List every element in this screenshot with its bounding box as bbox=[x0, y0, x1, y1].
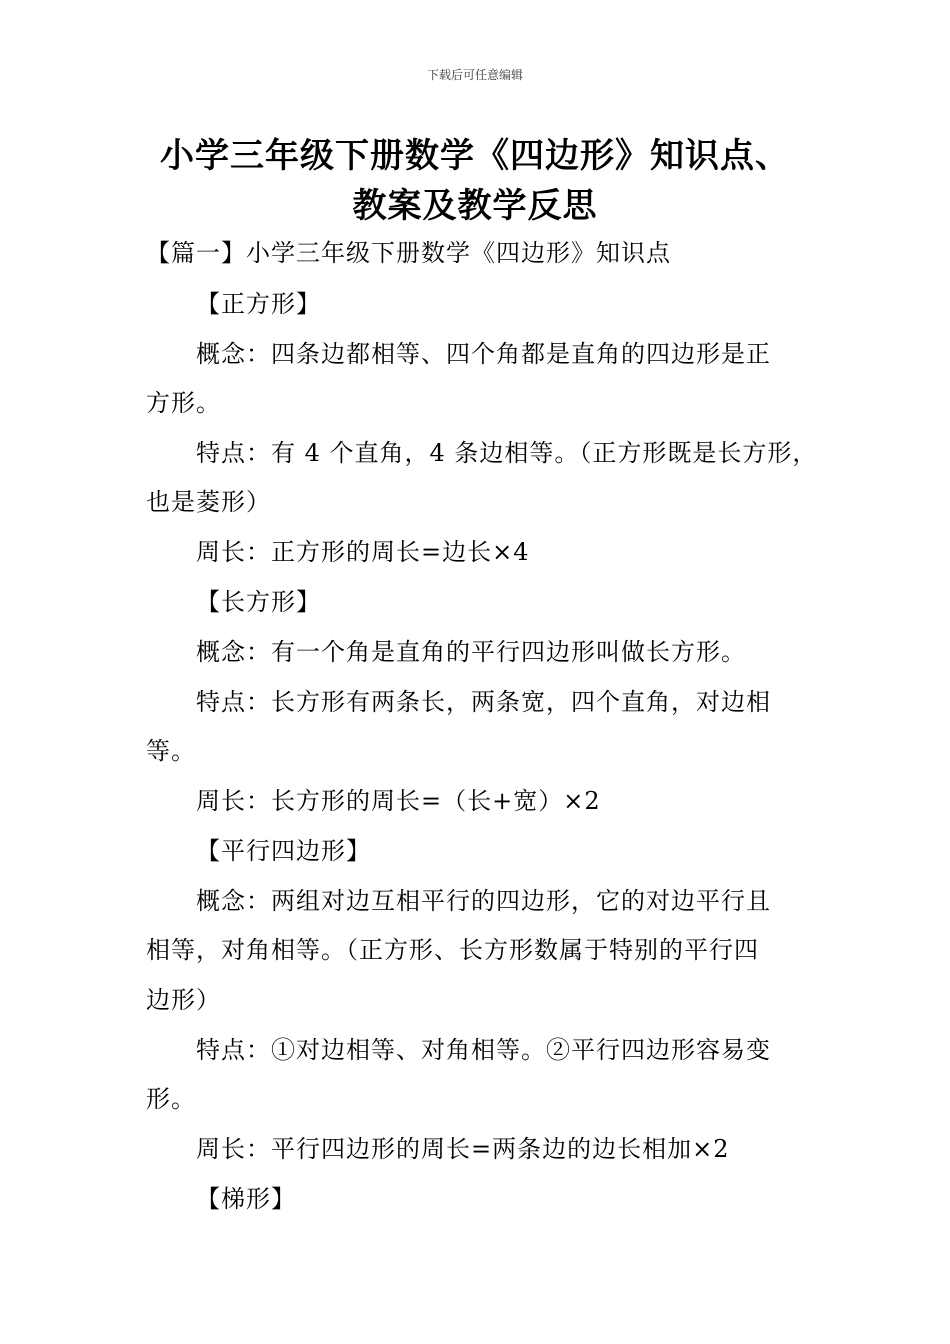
page-header: 下载后可任意编辑 bbox=[426, 68, 523, 82]
rectangle-heading: 【长方形】 bbox=[196, 588, 321, 616]
section-heading: 【篇一】小学三年级下册数学《四边形》知识点 bbox=[146, 239, 671, 267]
document-title-line-1: 小学三年级下册数学《四边形》知识点、 bbox=[160, 136, 790, 176]
parallelogram-concept: 概念：两组对边互相平行的四边形，它的对边平行且 bbox=[196, 887, 771, 915]
rectangle-perimeter: 周长：长方形的周长=（长+宽）×2 bbox=[196, 787, 601, 815]
square-heading: 【正方形】 bbox=[196, 290, 321, 318]
parallelogram-concept-cont-2: 边形） bbox=[146, 986, 221, 1014]
parallelogram-concept-cont-1: 相等，对角相等。（正方形、长方形数属于特别的平行四 bbox=[146, 936, 759, 964]
square-concept-cont: 方形。 bbox=[146, 389, 221, 417]
square-feature: 特点：有 4 个直角，4 条边相等。（正方形既是长方形， bbox=[196, 439, 818, 467]
square-concept: 概念：四条边都相等、四个角都是直角的四边形是正 bbox=[196, 340, 771, 368]
trapezoid-heading: 【梯形】 bbox=[196, 1185, 296, 1213]
parallelogram-feature-cont: 形。 bbox=[146, 1085, 196, 1113]
parallelogram-feature: 特点：①对边相等、对角相等。②平行四边形容易变 bbox=[196, 1036, 771, 1064]
rectangle-feature-cont: 等。 bbox=[146, 737, 196, 765]
square-feature-cont: 也是菱形） bbox=[146, 488, 271, 516]
parallelogram-heading: 【平行四边形】 bbox=[196, 837, 371, 865]
square-perimeter: 周长：正方形的周长=边长×4 bbox=[196, 538, 530, 566]
rectangle-concept: 概念：有一个角是直角的平行四边形叫做长方形。 bbox=[196, 638, 746, 666]
rectangle-feature: 特点：长方形有两条长，两条宽，四个直角，对边相 bbox=[196, 688, 771, 716]
parallelogram-perimeter: 周长：平行四边形的周长=两条边的边长相加×2 bbox=[196, 1135, 730, 1163]
document-title-line-2: 教案及教学反思 bbox=[352, 186, 598, 226]
